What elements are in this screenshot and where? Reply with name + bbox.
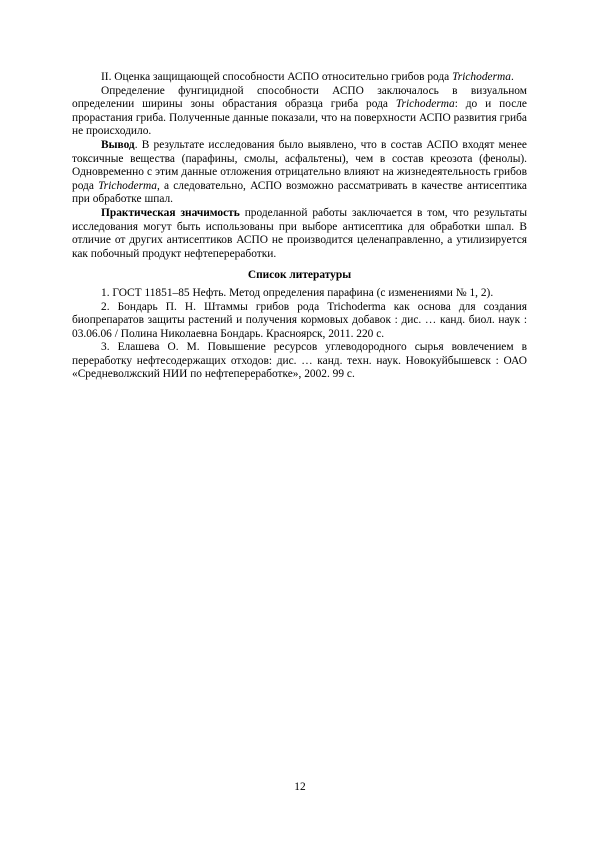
references-title: Список литературы [247,269,352,282]
fungicidal-text-1: Определение фунгицидной способности АСПО заключалось в визуальном определении ширины зоны обрастания образца гриба рода [72,84,527,111]
fungicidal-paragraph [72,85,527,139]
genus-name: Trichoderma [98,179,157,192]
conclusion-paragraph [72,139,527,207]
reference-item: 2. Бондарь П. Н. Штаммы грибов рода Trichoderma как основа для создания биопрепаратов защиты растений и получения кормовых добавок : дис. … канд. биол. наук : 03.06.06 / Полина Николаевна Бондарь. Красноярск, 2011. 220 с. [72,300,527,340]
section-heading [72,71,527,85]
practical-label: Практическая значимость [101,206,240,219]
page-number: 12 [294,781,306,793]
section-heading-end: . [510,71,514,83]
reference-item: 1. ГОСТ 11851–85 Нефть. Метод определения парафина (с изменениями № 1, 2). [101,286,494,299]
conclusion-text-1: . В результате исследования было выявлено, что в состав АСПО входят менее токсичные вещества (парафины, смолы, асфальтены), чем в состав креозота (фенолы). Одновременно с этим данные отложения отрицательно влияют на жизнедеятельность грибов рода [72,138,527,192]
section-heading-text: II. Оценка защищающей способности АСПО относительно грибов рода [101,71,453,83]
genus-name: Trichoderma [395,98,455,111]
practical-text: проделанной работы заключается в том, что результаты исследования могут быть использованы при выборе антисептика для обработки шпал. В отличие от других антисептиков АСПО не производится целенаправленно, а утилизируется как побочный продукт нефтепереработки. [72,206,527,260]
reference-item: 3. Елашева О. М. Повышение ресурсов углеводородного сырья вовлечением в переработку нефтесодержащих отходов: дис. … канд. техн. наук. Новокуйбышевск : ОАО «Средневолжский НИИ по нефтепереработке», 2002. 99 с. [72,341,527,381]
genus-name: Trichoderma [452,71,511,83]
conclusion-text-2: , а следовательно, АСПО возможно рассматривать в качестве антисептика при обработке шпал. [72,179,527,206]
practical-paragraph [72,207,527,261]
conclusion-label: Вывод [101,138,135,151]
body-text [72,71,527,382]
fungicidal-text-2: : до и после прорастания гриба. Полученные данные показали, что на поверхности АСПО развития гриба не происходило. [72,98,527,138]
